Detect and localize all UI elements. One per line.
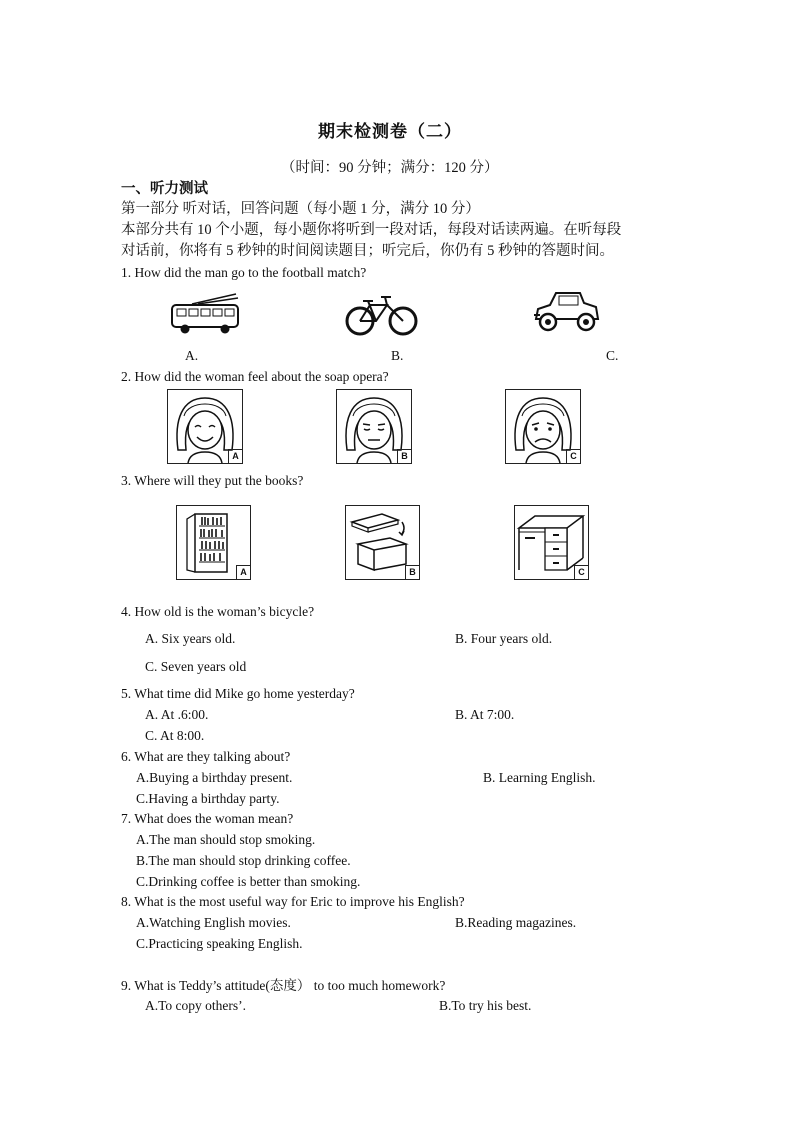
car-image	[530, 287, 602, 337]
option-1a: A.	[185, 348, 199, 363]
option-5a: A. At .6:00.	[145, 707, 209, 722]
option-4a: A. Six years old.	[145, 631, 236, 646]
option-5c: C. At 8:00.	[145, 728, 205, 743]
question-1: 1. How did the man go to the football match?	[121, 265, 367, 280]
option-6a: A.Buying a birthday present.	[136, 770, 293, 785]
part-heading: 第一部分 听对话，回答问题（每小题 1 分，满分 10 分）	[121, 201, 480, 217]
bicycle-image	[343, 293, 421, 337]
question-3: 3. Where will they put the books?	[121, 473, 304, 488]
section-heading: 一、听力测试	[121, 181, 208, 197]
option-4c: C. Seven years old	[145, 659, 247, 674]
instructions-line-1: 本部分共有 10 个小题，每小题你将听到一段对话，每段对话读两遍。在听每段	[121, 222, 622, 238]
page-title: 期末检测卷（二）	[318, 122, 462, 141]
bookcase-option-a	[176, 505, 251, 580]
label-a: A	[228, 449, 242, 463]
instructions-line-2: 对话前，你将有 5 秒钟的时间阅读题目；听完后，你仍有 5 秒钟的答题时间。	[121, 243, 614, 259]
option-4b: B. Four years old.	[455, 631, 553, 646]
option-1b: B.	[391, 348, 404, 363]
question-8: 8. What is the most useful way for Eric to improve his English?	[121, 894, 465, 909]
question-7: 7. What does the woman mean?	[121, 811, 294, 826]
face-option-a	[167, 389, 243, 464]
label-b: B	[397, 449, 411, 463]
label-b: B	[405, 565, 419, 579]
option-8b: B.Reading magazines.	[455, 915, 577, 930]
question-5: 5. What time did Mike go home yesterday?	[121, 686, 355, 701]
exam-info: （时间：90 分钟；满分：120 分）	[281, 160, 499, 176]
face-option-c	[505, 389, 581, 464]
option-9a: A.To copy others’.	[145, 998, 247, 1013]
option-1c: C.	[606, 348, 619, 363]
label-a: A	[236, 565, 250, 579]
option-7b: B.The man should stop drinking coffee.	[136, 853, 351, 868]
question-9: 9. What is Teddy’s attitude(态度） to too much homework?	[121, 978, 446, 993]
option-8a: A.Watching English movies.	[136, 915, 291, 930]
label-c: C	[566, 449, 580, 463]
question-4: 4. How old is the woman’s bicycle?	[121, 604, 315, 619]
option-5b: B. At 7:00.	[455, 707, 515, 722]
question-6: 6. What are they talking about?	[121, 749, 291, 764]
box-option-b	[345, 505, 420, 580]
option-6b: B. Learning English.	[483, 770, 596, 785]
label-c: C	[574, 565, 588, 579]
desk-option-c	[514, 505, 589, 580]
question-2: 2. How did the woman feel about the soap opera?	[121, 369, 389, 384]
option-7c: C.Drinking coffee is better than smoking.	[136, 874, 361, 889]
face-option-b	[336, 389, 412, 464]
trolleybus-image	[168, 292, 242, 336]
option-7a: A.The man should stop smoking.	[136, 832, 316, 847]
option-9b: B.To try his best.	[439, 998, 532, 1013]
option-8c: C.Practicing speaking English.	[136, 936, 303, 951]
option-6c: C.Having a birthday party.	[136, 791, 280, 806]
